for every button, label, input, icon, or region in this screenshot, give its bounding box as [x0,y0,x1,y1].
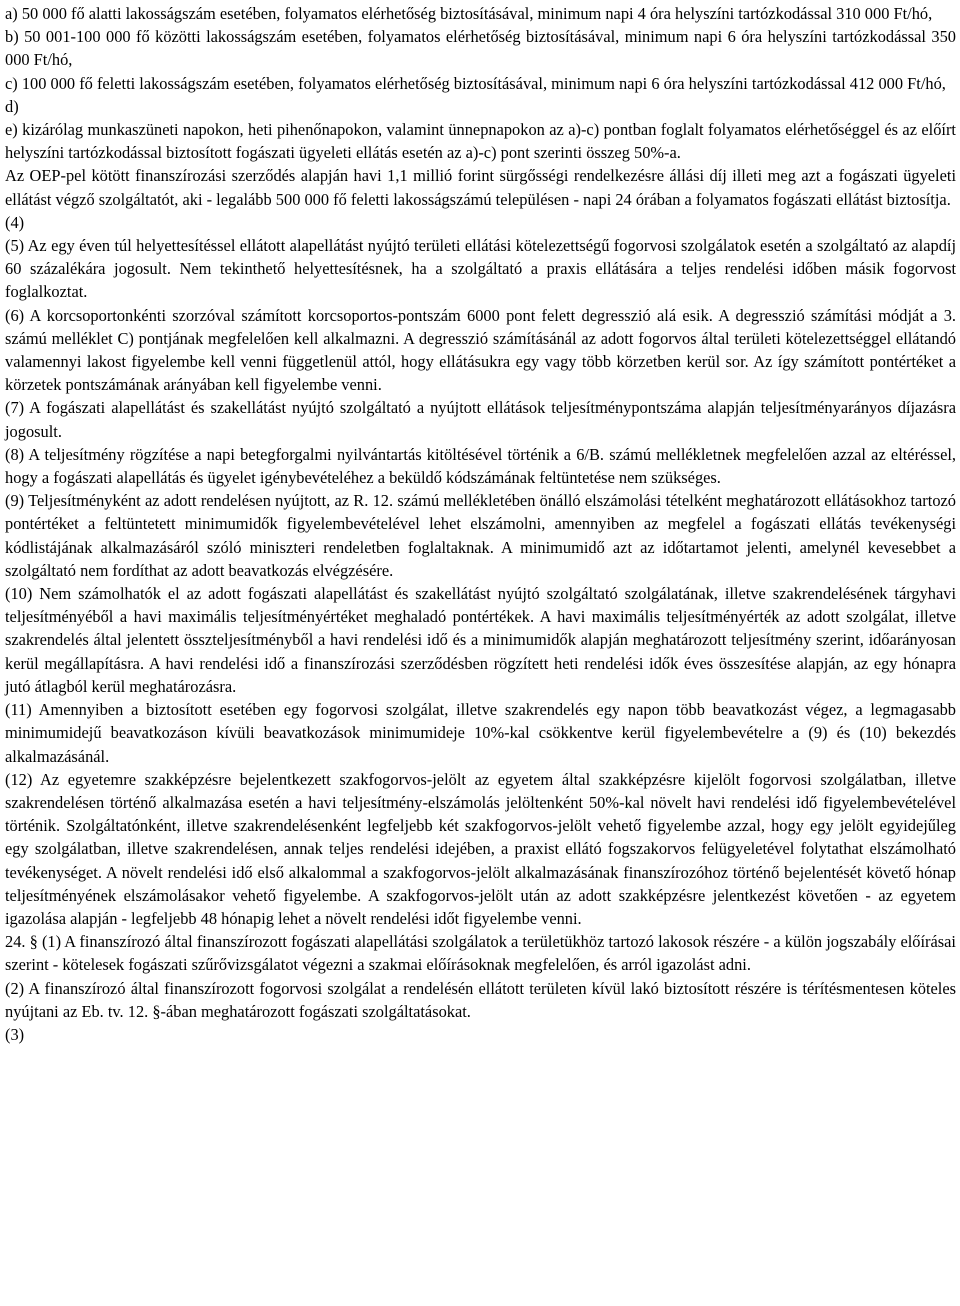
paragraph-section-24-3: (3) [5,1024,25,1044]
paragraph-d: d) [5,96,19,116]
paragraph-7: (7) A fogászati alapellátást és szakellátást nyújtó szolgáltató a nyújtott ellátások teljesítménypontszáma alapján teljesítményarányos díjazásra jogosult. [5,398,956,441]
paragraph-10: (10) Nem számolhatók el az adott fogászati alapellátást és szakellátást nyújtó szolgáltató szolgálatának, illetve szakrendelésének tárgyhavi teljesítményéből a havi maximális teljesítményértéket meghaladó pontértékek. A havi maximális teljesítményérték az adott szolgálat, illetve szakrendelés által jelentett összteljesítményből a havi rendelési idő és a minimumidők alapján meghatározott teljesítmény szerint, időarányosan kerül megállapításra. A havi rendelési idő a finanszírozási szerződésben rögzített heti rendelési idők éves összesítése alapján, az egy hónapra jutó átlagból kerül meghatározásra. [5,584,956,696]
paragraph-section-24-2: (2) A finanszírozó által finanszírozott fogorvosi szolgálat a rendelésén ellátott területen kívül lakó biztosított részére is térítésmentesen köteles nyújtani az Eb. tv. 12. §-ában meghatározott fogászati szolgáltatásokat. [5,978,956,1021]
paragraph-e: e) kizárólag munkaszüneti napokon, heti pihenőnapokon, valamint ünnepnapokon az a)-c) pontban foglalt folyamatos elérhetőséggel és az előírt helyszíni tartózkodással biztosított fogászati ügyeleti ellátás esetén az a)-c) pont szerinti összeg 50%-a. [5,120,956,163]
paragraph-12: (12) Az egyetemre szakképzésre bejelentkezett szakfogorvos-jelölt az egyetem által szakképzésre kijelölt fogorvosi szolgálatban, illetve szakrendelésen történő alkalmazása esetén a havi teljesítmény-elszámolás jelöltenként 50%-kal növelt havi rendelési idő figyelembevételével történik. Szolgáltatónként, illetve szakrendelésenként legfeljebb két szakfogorvos-jelölt vehető figyelembe azzal, hogy egy jelölt egyidejűleg egy szolgálatban, illetve szakrendelésen, annak teljes rendelési idejében, a praxist ellátó fogszakorvos felügyeletével folytathat elszámolható tevékenységet. A növelt rendelési idő első alkalommal a szakfogorvos-jelölt alkalmazásának finanszírozóhoz történő bejelentését követő hónap teljesítményének elszámolásakor vehető figyelembe. A szakfogorvos-jelölt után az adott szakképzésre jelentkezést követően - az egyetem igazolása alapján - legfeljebb 48 hónapig lehet a növelt rendelési időt figyelembe venni. [5,769,956,928]
paragraph-8: (8) A teljesítmény rögzítése a napi betegforgalmi nyilvántartás kitöltésével történik a 6/B. számú mellékletnek megfelelően azzal az eltéréssel, hogy a fogászati alapellátás és ügyelet igénybevételéhez a beküldő kódszámának feltüntetése nem szükséges. [5,444,956,488]
paragraph-oep: Az OEP-pel kötött finanszírozási szerződés alapján havi 1,1 millió forint sürgősségi rendelkezésre állási díj illeti meg azt a fogászati ügyeleti ellátást végző szolgáltatót, aki - legalább 500 000 fő feletti lakosságszámú településen - napi 24 órában a folyamatos fogászati ellátást biztosítja. [5,166,956,209]
paragraph-4: (4) [5,212,25,232]
paragraph-c: c) 100 000 fő feletti lakosságszám esetében, folyamatos elérhetőség biztosításával, minimum napi 6 óra helyszíni tartózkodással 412 000 Ft/hó, [5,73,946,93]
paragraph-b: b) 50 001-100 000 fő közötti lakosságszám esetében, folyamatos elérhetőség biztosításával, minimum napi 6 óra helyszíni tartózkodással 350 000 Ft/hó, [5,27,956,70]
paragraph-6: (6) A korcsoportonkénti szorzóval számított korcsoportos-pontszám 6000 pont felett degresszió alá esik. A degresszió számítási módját a 3. számú melléklet C) pontjának megfelelően kell alkalmazni. A degresszió számításánál az adott fogorvos által területi kötelezettséggel ellátandó valamennyi lakost figyelembe kell venni függetlenül attól, hogy ellátásukra egy vagy több körzetben kerül sor. Az így számított pontértéket a körzetek pontszámának arányában kell figyelembe venni. [5,305,956,395]
paragraph-5: (5) Az egy éven túl helyettesítéssel ellátott alapellátást nyújtó területi ellátási kötelezettségű fogorvosi szolgálatok esetén a szolgáltató az alapdíj 60 százalékára jogosult. Nem tekinthető helyettesítésnek, ha a szolgáltató a praxis ellátására a teljes rendelési időben másik fogorvost foglalkoztat. [5,236,956,302]
paragraph-9: (9) Teljesítményként az adott rendelésen nyújtott, az R. 12. számú mellékletében önálló elszámolási tételként meghatározott ellátásokhoz tartozó pontértéket a feltüntetett minimumidők figyelembevételével lehet elszámolni, amennyiben az megfelel a fogászati ellátás tevékenységi kódlistájának alkalmazásáról szóló miniszteri rendeletben foglaltaknak. A minimumidő azt az időtartamot jelenti, amelynél kevesebbet a szolgáltató nem fordíthat az adott beavatkozás elvégzésére. [5,491,956,580]
paragraph-a: a) 50 000 fő alatti lakosságszám esetében, folyamatos elérhetőség biztosításával, minimum napi 4 óra helyszíni tartózkodással 310 000 Ft/hó, [5,4,933,23]
paragraph-section-24-1: 24. § (1) A finanszírozó által finanszírozott fogászati alapellátási szolgálatok a területükhöz tartozó lakosok részére - a külön jogszabály előírásai szerint - kötelesek fogászati szűrővizsgálatot végezni a szakmai előírásoknak megfelelően, és arról igazolást adni. [5,932,956,975]
paragraph-11: (11) Amennyiben a biztosított esetében egy fogorvosi szolgálat, illetve szakrendelés egy napon több beavatkozást végez, a legmagasabb minimumidejű beavatkozáson kívüli beavatkozások minimumideje 10%-kal csökkentve kerül figyelembevételre a (9) és (10) bekezdés alkalmazásánál. [5,700,956,766]
